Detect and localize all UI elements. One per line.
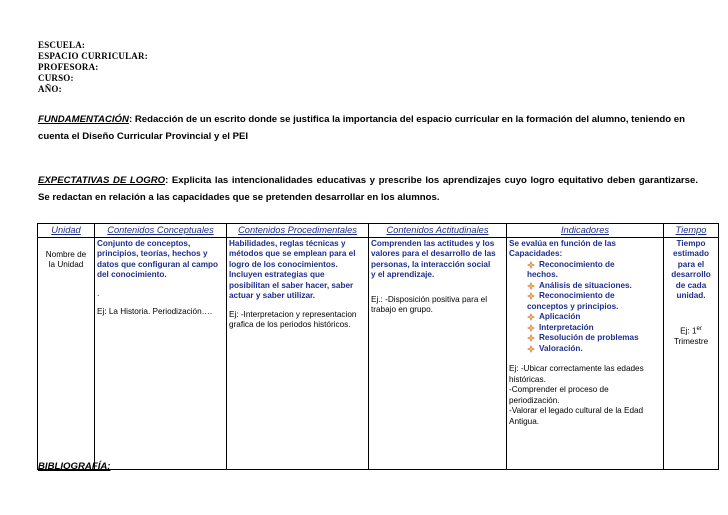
procedimentales-line: Habilidades, reglas técnicas y xyxy=(229,238,346,248)
curriculum-table xyxy=(37,223,719,470)
expectativas-heading: EXPECTATIVAS DE LOGRO xyxy=(38,175,166,186)
bullet-icon xyxy=(527,334,535,342)
indicadores-line: Se evalúa en función de las xyxy=(509,238,616,248)
tiempo-line: unidad. xyxy=(676,291,706,300)
bibliografia-heading: BIBLIOGRAFÍA: xyxy=(38,461,111,472)
cell-procedimentales xyxy=(227,237,369,469)
school-header-block xyxy=(38,40,148,95)
actitudinales-line: personas, la interacción social xyxy=(371,259,491,269)
indicator-item: Reconocimiento de xyxy=(509,291,661,302)
expectativas-text-2: Se redactan en relación a las capacidades que se pretenden desarrollar en los alumnos. xyxy=(38,192,440,203)
expectativas-paragraph xyxy=(38,172,698,206)
conceptuales-line: datos que configuran al campo xyxy=(97,259,219,269)
indicator-item-continued: conceptos y principios. xyxy=(527,301,619,311)
tiempo-trimestre: Trimestre xyxy=(673,336,709,346)
indicator-item: Aplicación xyxy=(509,312,661,323)
fundamentacion-text-2: cuenta el Diseño Curricular Provincial y el PEI xyxy=(38,131,249,142)
procedimentales-example: Ej: -Interpretacion y representacion xyxy=(229,309,357,319)
anio-label: AÑO: xyxy=(38,84,62,94)
bullet-icon xyxy=(527,345,535,353)
bullet-icon xyxy=(527,313,535,321)
cell-conceptuales xyxy=(95,237,227,469)
unidad-line: Nombre de xyxy=(45,249,87,259)
indicator-item-continued: hechos. xyxy=(527,270,558,279)
indicator-item: Resolución de problemas xyxy=(509,333,661,344)
header-actitudinales: Contenidos Actitudinales xyxy=(369,224,507,238)
cell-indicadores xyxy=(507,237,664,469)
fundamentacion-heading: FUNDAMENTACIÓN xyxy=(38,114,129,125)
bullet-icon xyxy=(527,282,535,290)
conceptuales-dot: . xyxy=(97,288,100,298)
conceptuales-line: principios, teorías, hechos y xyxy=(97,249,208,258)
expectativas-text-1: : Explicita las intencionalidades educativas y prescribe los aprendizajes cuyo logro equitativo deben garantizarse. xyxy=(165,175,698,186)
cell-unidad xyxy=(38,237,95,469)
indicadores-line: Capacidades: xyxy=(509,249,563,258)
header-procedimentales: Contenidos Procedimentales xyxy=(227,224,369,238)
bullet-icon xyxy=(527,292,535,300)
profesora-label: PROFESORA: xyxy=(38,62,99,72)
indicadores-example: históricas. xyxy=(509,374,546,384)
indicadores-example: Ej: -Ubicar correctamente las edades xyxy=(509,364,644,373)
tiempo-line: desarrollo xyxy=(671,270,711,279)
table-header-row xyxy=(38,224,719,238)
conceptuales-line: Conjunto de conceptos, xyxy=(97,238,191,248)
fundamentacion-paragraph xyxy=(38,111,698,145)
procedimentales-line: logro de los conocimientos. xyxy=(229,259,338,269)
procedimentales-line: Incluyen estrategias que xyxy=(229,270,325,279)
espacio-curricular-label: ESPACIO CURRICULAR: xyxy=(38,51,148,61)
procedimentales-line: métodos que se emplean para el xyxy=(229,249,356,258)
indicadores-example: periodización. xyxy=(509,395,560,405)
procedimentales-line: actuar y saber utilizar. xyxy=(229,291,316,300)
curso-label: CURSO: xyxy=(38,73,74,83)
procedimentales-line: posibilitan el saber hacer, saber xyxy=(229,280,354,290)
header-unidad: Unidad xyxy=(38,224,95,238)
tiempo-line: estimado xyxy=(673,249,709,258)
header-conceptuales: Contenidos Conceptuales xyxy=(95,224,227,238)
tiempo-superscript: er xyxy=(696,325,702,332)
actitudinales-line: valores para el desarrollo de las xyxy=(371,249,496,258)
tiempo-line: de cada xyxy=(675,280,707,290)
procedimentales-example: grafica de los periodos históricos. xyxy=(229,320,351,329)
indicator-item: Análisis de situaciones. xyxy=(509,281,661,292)
indicadores-example: -Valorar el legado cultural de la Edad xyxy=(509,406,644,415)
indicator-item: Reconocimiento de xyxy=(509,260,661,271)
bullet-icon xyxy=(527,261,535,269)
table-row xyxy=(38,237,719,469)
cell-tiempo xyxy=(664,237,719,469)
tiempo-line: Tiempo xyxy=(676,238,706,248)
indicator-item: Valoración. xyxy=(509,344,661,355)
actitudinales-example: trabajo en grupo. xyxy=(371,305,433,314)
escuela-label: ESCUELA: xyxy=(38,40,86,50)
conceptuales-line: del conocimiento. xyxy=(97,270,167,279)
cell-actitudinales xyxy=(369,237,507,469)
conceptuales-example: Ej: La Historia. Periodización…. xyxy=(97,307,213,316)
unidad-line: la Unidad xyxy=(48,260,84,269)
indicator-item: Interpretación xyxy=(509,323,661,334)
indicadores-example: -Comprender el proceso de xyxy=(509,385,609,394)
actitudinales-line: y el aprendizaje. xyxy=(371,270,435,279)
indicadores-example: Antigua. xyxy=(509,416,540,426)
header-tiempo: Tiempo xyxy=(664,224,719,238)
actitudinales-example: Ej.: -Disposición positiva para el xyxy=(371,294,488,304)
header-indicadores: Indicadores xyxy=(507,224,664,238)
tiempo-line: para el xyxy=(677,259,705,269)
actitudinales-line: Comprenden las actitudes y los xyxy=(371,238,495,248)
fundamentacion-text-1: : Redacción de un escrito donde se justifica la importancia del espacio curricular en la formación del alumno, teniendo en xyxy=(128,114,685,125)
tiempo-example: Ej: 1er xyxy=(680,325,702,336)
bullet-icon xyxy=(527,324,535,332)
